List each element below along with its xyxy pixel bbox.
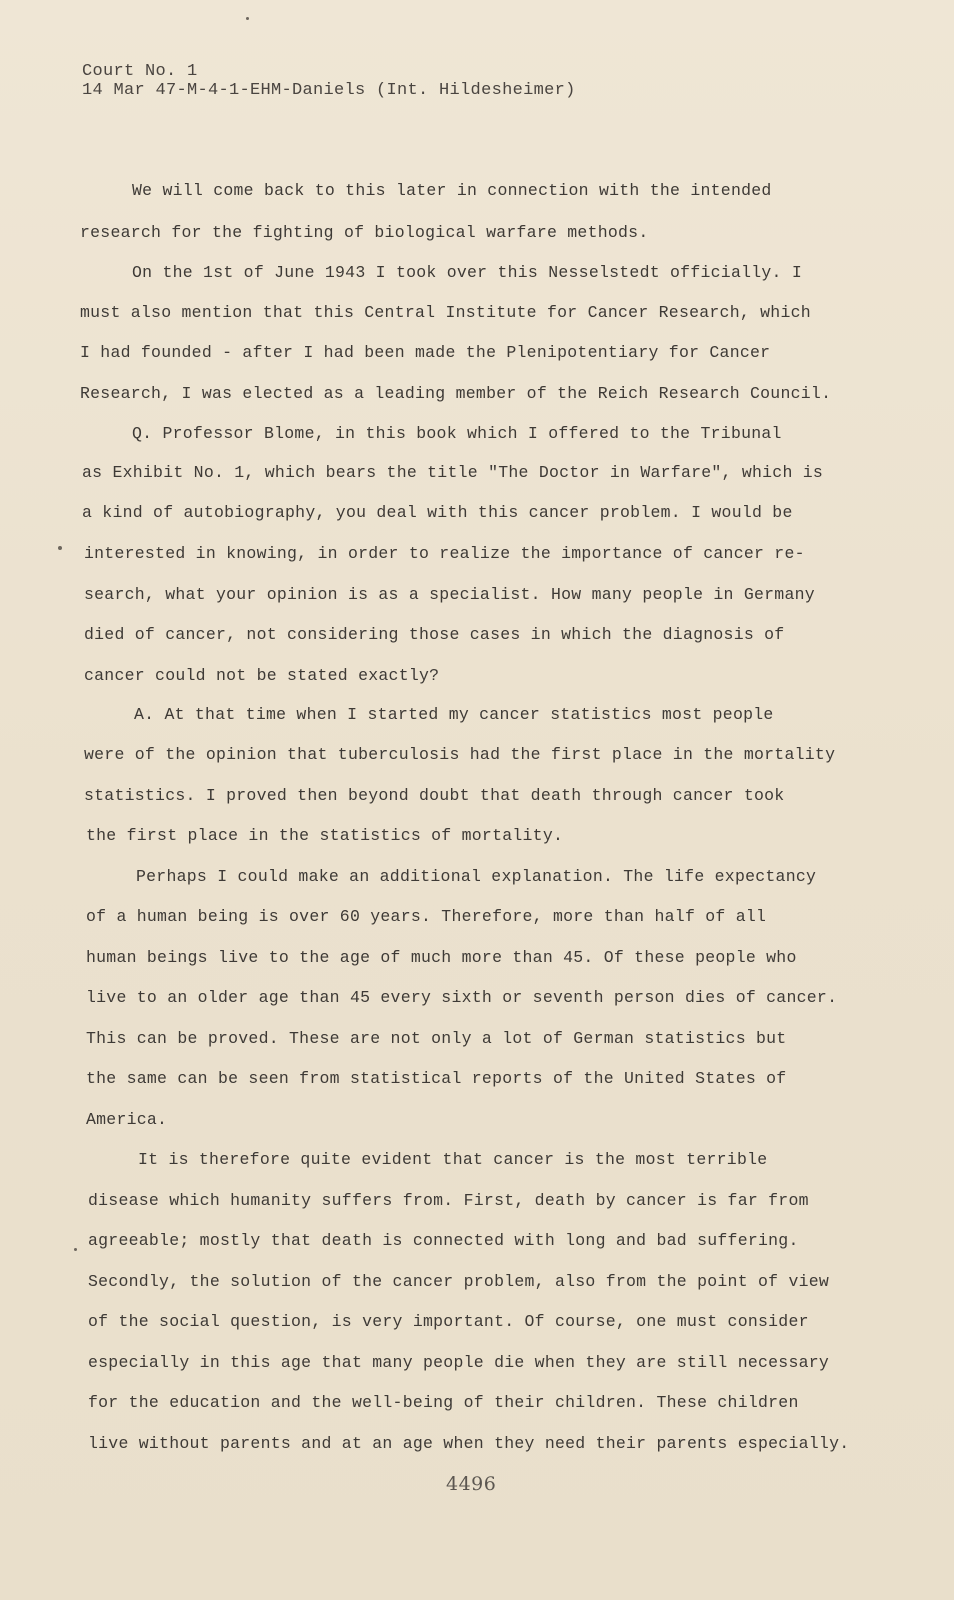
session-reference: 14 Mar 47-M-4-1-EHM-Daniels (Int. Hildesheimer) <box>82 81 576 100</box>
paper-speck <box>246 17 249 20</box>
text-line: search, what your opinion is as a specialist. How many people in Germany <box>84 585 815 604</box>
text-line: must also mention that this Central Institute for Cancer Research, which <box>80 303 811 322</box>
text-line: agreeable; mostly that death is connected with long and bad suffering. <box>88 1231 799 1250</box>
text-line: as Exhibit No. 1, which bears the title "The Doctor in Warfare", which is <box>82 463 824 482</box>
paper-speck <box>74 1248 77 1251</box>
court-number: Court No. 1 <box>82 62 198 81</box>
text-line: Secondly, the solution of the cancer problem, also from the point of view <box>88 1272 830 1291</box>
text-line: cancer could not be stated exactly? <box>84 666 440 685</box>
paper-speck <box>58 546 62 550</box>
text-line: research for the fighting of biological warfare methods. <box>80 223 649 242</box>
text-line: human beings live to the age of much more than 45. Of these people who <box>86 948 797 967</box>
text-line: for the education and the well-being of their children. These children <box>88 1393 799 1412</box>
text-line: On the 1st of June 1943 I took over this Nesselstedt officially. I <box>132 263 803 282</box>
text-line: Perhaps I could make an additional explanation. The life expectancy <box>136 867 817 886</box>
text-line: a kind of autobiography, you deal with this cancer problem. I would be <box>82 503 793 522</box>
text-line: It is therefore quite evident that cancer is the most terrible <box>138 1150 768 1169</box>
text-line: of a human being is over 60 years. Therefore, more than half of all <box>86 907 767 926</box>
text-line: Q. Professor Blome, in this book which I offered to the Tribunal <box>132 424 782 443</box>
text-line: America. <box>86 1110 168 1129</box>
page-number: 4496 <box>446 1473 497 1495</box>
text-line: of the social question, is very important. Of course, one must consider <box>88 1312 809 1331</box>
text-line: A. At that time when I started my cancer statistics most people <box>134 705 774 724</box>
text-line: Research, I was elected as a leading member of the Reich Research Council. <box>80 384 832 403</box>
text-line: especially in this age that many people die when they are still necessary <box>88 1353 830 1372</box>
text-line: live to an older age than 45 every sixth or seventh person dies of cancer. <box>86 988 838 1007</box>
text-line: live without parents and at an age when they need their parents especially. <box>88 1434 850 1453</box>
text-line: died of cancer, not considering those cases in which the diagnosis of <box>84 625 785 644</box>
text-line: the first place in the statistics of mortality. <box>86 826 564 845</box>
text-line: We will come back to this later in connection with the intended <box>132 181 772 200</box>
text-line: This can be proved. These are not only a lot of German statistics but <box>86 1029 787 1048</box>
text-line: interested in knowing, in order to realize the importance of cancer re- <box>84 544 805 563</box>
text-line: the same can be seen from statistical reports of the United States of <box>86 1069 787 1088</box>
text-line: I had founded - after I had been made the Plenipotentiary for Cancer <box>80 343 771 362</box>
text-line: statistics. I proved then beyond doubt that death through cancer took <box>84 786 785 805</box>
text-line: were of the opinion that tuberculosis had the first place in the mortality <box>84 745 836 764</box>
text-line: disease which humanity suffers from. First, death by cancer is far from <box>88 1191 809 1210</box>
